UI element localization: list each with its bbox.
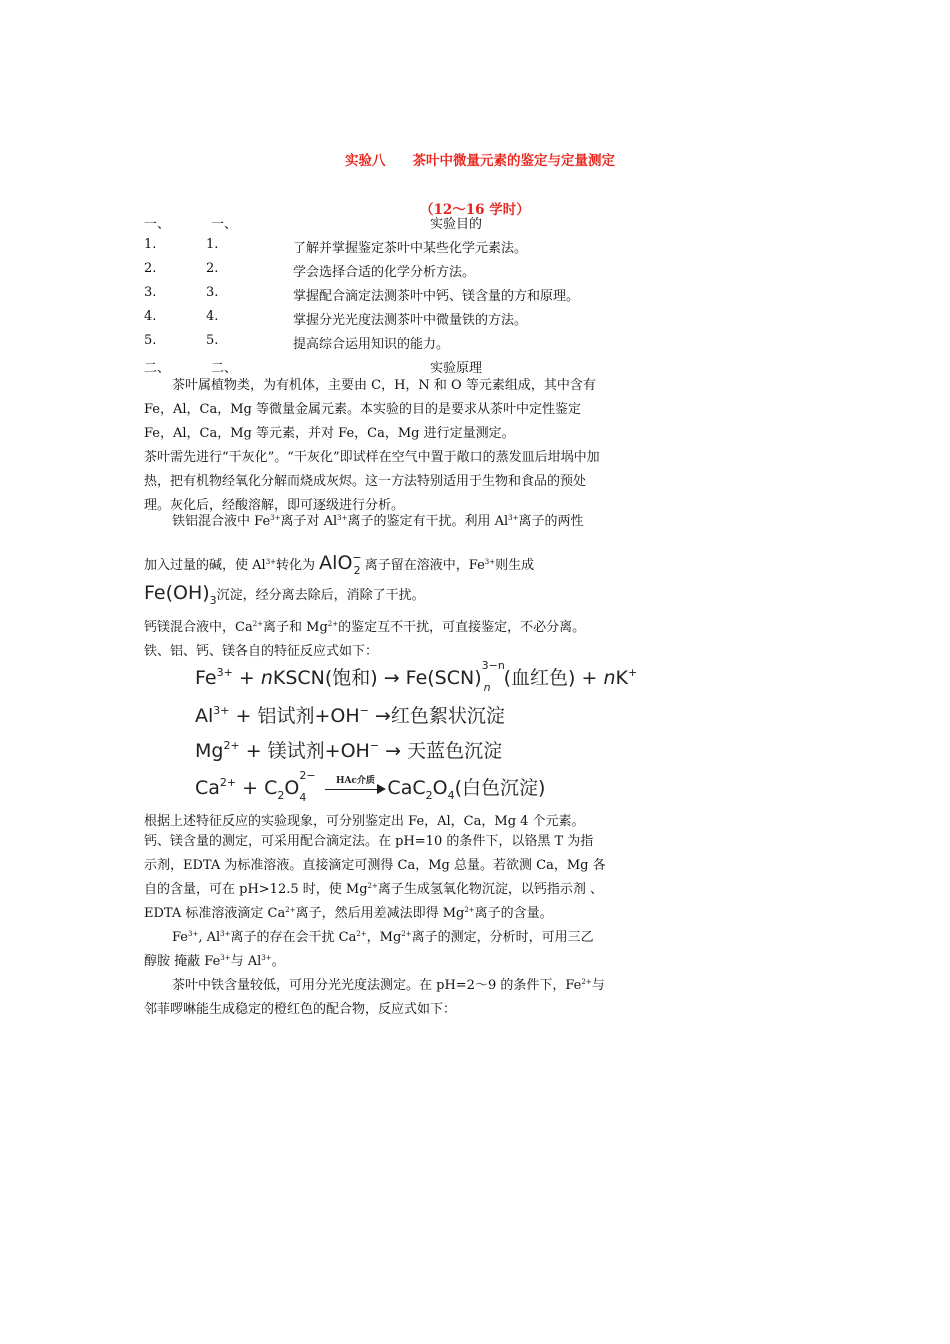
feoh3-formula: $Fe(OH)_3$ — [144, 582, 217, 607]
principle-paragraph-2: 茶叶需先进行“干灰化”。“干灰化”即试样在空气中置于敞口的蒸发皿后坩埚中加热，把有机物经氧化分解而烧成灰烬。这一方法特别适用于生物和食品的预处理。灰化后，经酸溶解，即可逐级进行分析。 — [144, 450, 600, 513]
objective-num-a: 5. — [144, 333, 157, 348]
principle-paragraph-7: 钙、镁含量的测定，可采用配合滴定法。在 pH=10 的条件下，以铬黑 T 为指示剂，EDTA 为标准溶液。直接滴定可测得 Ca，Mg 总量。若欲测 Ca，Mg 各自的含量，可在 pH>12.5 时，使 $Mg^{2+}$离子生成氢氧化物沉淀，以钙指示剂 、EDTA 标准溶液滴定 $Ca^{2+}$离子，然后用差减法即得 $Mg^{2+}$离子的含量。 — [144, 834, 606, 921]
objective-text: 掌握分光光度法测茶叶中微量铁的方法。 — [293, 313, 528, 328]
objective-num-a: 1. — [144, 237, 157, 252]
section2-num-b: 二、 — [211, 361, 238, 376]
objective-text: 掌握配合滴定法测茶叶中钙、镁含量的方和原理。 — [293, 289, 580, 304]
reaction-arrow-icon: HAc介质 — [323, 779, 387, 799]
principle-paragraph-9: 茶叶中铁含量较低，可用分光光度法测定。在 pH=2～9 的条件下，$Fe^{2+}$与邻菲啰啉能生成稳定的橙红色的配合物，反应式如下： — [144, 978, 605, 1017]
objective-num-a: 4. — [144, 309, 157, 324]
section2-num-a: 二、 — [144, 361, 171, 376]
principle-paragraph-3: 铁铝混合液中 $Fe^{3+}$离子对 $Al^{3+}$离子的鉴定有干扰。利用 $Al^{3+}$离子的两性 — [172, 514, 584, 529]
objective-num-a: 3. — [144, 285, 157, 300]
principle-paragraph-3-line3: $Fe(OH)_3$沉淀，经分离去除后，消除了干扰。 — [144, 582, 425, 607]
principle-paragraph-8: $Fe^{3+}$, $Al^{3+}$离子的存在会干扰 $Ca^{2+}$，$Mg^{2+}$离子的测定，分析时，可用三乙醇胺 掩蔽 $Fe^{3+}$与 $Al^{3+}$。 — [144, 930, 594, 969]
page-title: 实验八 茶叶中微量元素的鉴定与定量测定 — [345, 153, 615, 169]
section1-heading: 实验目的 — [430, 217, 483, 232]
equation-calcium: $Ca^{2+} + C_2O$ 2− 4 HAc介质 $CaC_2O_4$(白色沉淀) — [195, 769, 546, 804]
objective-num-b: 5. — [206, 333, 219, 348]
principle-paragraph-1: 茶叶属植物类，为有机体，主要由 C，H，N 和 O 等元素组成，其中含有 Fe，Al，Ca，Mg 等微量金属元素。本实验的目的是要求从茶叶中定性鉴定 Fe，Al，Ca，Mg 等元素，并对 Fe，Ca，Mg 进行定量测定。 — [144, 378, 596, 441]
objective-num-a: 2. — [144, 261, 157, 276]
objective-text: 学会选择合适的化学分析方法。 — [293, 265, 476, 280]
equation-magnesium: $Mg^{2+}$ + 镁试剂+OH− → 天蓝色沉淀 — [195, 739, 503, 762]
objective-num-b: 4. — [206, 309, 219, 324]
equation-iron: $Fe^{3+}$ + nKSCN(饱和) → Fe(SCN) 3−n n (血红色) + nK+ — [195, 659, 638, 694]
principle-paragraph-3-line2: 加入过量的碱，使 $Al^{3+}$转化为 AlO−$_2$ 离子留在溶液中，$Fe^{3+}$则生成 — [144, 551, 535, 577]
objective-num-b: 2. — [206, 261, 219, 276]
section1-num-a: 一、 — [144, 217, 171, 232]
objective-num-b: 1. — [206, 237, 219, 252]
principle-paragraph-6: 根据上述特征反应的实验现象，可分别鉴定出 Fe，Al，Ca，Mg 4 个元素。 — [144, 814, 585, 829]
alo2-formula: AlO−$_2$ — [319, 551, 362, 577]
section1-num-b: 一、 — [211, 217, 238, 232]
objective-text: 了解并掌握鉴定茶叶中某些化学元素法。 — [293, 241, 528, 256]
objective-num-b: 3. — [206, 285, 219, 300]
objective-text: 提高综合运用知识的能力。 — [293, 337, 450, 352]
page-subtitle: （12～16 学时） — [420, 202, 530, 218]
section2-heading: 实验原理 — [430, 361, 483, 376]
principle-paragraph-4: 钙镁混合液中，$Ca^{2+}$离子和 $Mg^{2+}$的鉴定互不干扰，可直接鉴定，不必分离。 — [144, 620, 586, 635]
equation-aluminum: $Al^{3+}$ + 铝试剂+OH− →红色絮状沉淀 — [195, 704, 505, 727]
principle-paragraph-5: 铁、铝、钙、镁各自的特征反应式如下： — [144, 644, 379, 659]
